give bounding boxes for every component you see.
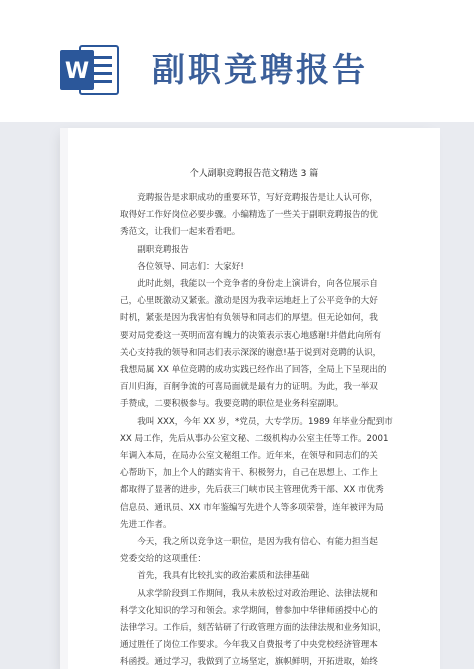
page-title: 副职竞聘报告 (152, 50, 368, 89)
document-line: 先进工作者。 (120, 519, 172, 530)
document-line: 秀范文，让我们一起来看看吧。 (120, 227, 241, 238)
document-line: 要对局党委这一英明而富有魄力的决策表示衷心地感谢!并借此向所有 (120, 330, 382, 341)
document-line: 竞聘报告是求职成功的重要环节，写好竞聘报告是让人认可你， (120, 193, 378, 203)
document-line: XX 局工作，先后从事办公室文秘、二级机构办公室主任等工作。2001 (120, 433, 389, 444)
document-line: 副职竞聘报告 (120, 244, 189, 255)
document-line: 取得好工作好岗位必要步骤。小编精选了一些关于副职竞聘报告的优 (120, 210, 378, 221)
document-line: 通过胜任了岗位工作要求。今年我又自费报考了中央党校经济管理本 (120, 640, 378, 651)
document-page (68, 128, 440, 669)
document-line: 今天，我之所以竞争这一职位，是因为我有信心、有能力担当起 (120, 537, 378, 547)
document-line: 此时此刻，我能以一个竞争者的身份走上演讲台，向各位展示自 (120, 279, 378, 289)
document-line: 我想局属 XX 单位竞聘的成功实践已经作出了回答，全局上下呈现出的 (120, 365, 387, 375)
document-line: 法律学习。工作后，刻苦钻研了行政管理方面的法律法规和业务知识， (120, 623, 387, 633)
document-line: 从求学阶段到工作期间，我从未放松过对政治理论、法律法规和 (120, 588, 378, 599)
document-line: 我叫 XXX，今年 XX 岁，*党员，大专学历。1989 年毕业分配到市 (120, 416, 393, 427)
document-title: 个人副职竞聘报告范文精选 3 篇 (189, 169, 319, 179)
document-line: 党委交给的这项重任： (120, 554, 206, 565)
document-line: 都取得了显著的进步，先后获三门峡市民主管理优秀干部、XX 市优秀 (120, 485, 384, 496)
document-line: 关心支持我的领导和同志们表示深深的谢意!基于说到对竞聘的认识， (120, 347, 382, 358)
document-line: 科函授。通过学习，我做到了立场坚定，旗帜鲜明，开拓进取，始终 (120, 657, 378, 668)
document-line: 信息员、通讯员、XX 市年鉴编写先进个人等多项荣誉，连年被评为局 (120, 502, 384, 513)
document-line: 手赞成，二要积极参与。我要竞聘的职位是业务科室副职。 (120, 399, 344, 410)
document-line: 各位领导、同志们：大家好! (120, 261, 244, 272)
document-line: 科学文化知识的学习和领会。求学期间，曾参加中华律师函授中心的 (120, 605, 378, 616)
page-header (0, 0, 474, 122)
document-line: 时机，紧张是因为我害怕有负领导和同志们的厚望。但无论如何，我 (120, 313, 378, 324)
word-document-icon (58, 40, 120, 100)
document-line: 年调入本局，在局办公室文秘组工作。近年来，在领导和同志们的关 (120, 451, 378, 461)
document-line: 己，心里既激动又紧张。激动是因为我幸运地赶上了公平竞争的大好 (120, 296, 378, 307)
document-line: 心帮助下，加上个人的踏实肯干、积极努力，自己在思想上、工作上 (120, 468, 378, 479)
word-logo-letter: W (64, 59, 90, 84)
document-line: 百川归海，百舸争流的可喜局面就是最有力的证明。为此，我一举双 (120, 382, 378, 393)
document-line: 首先，我具有比较扎实的政治素质和法律基础 (120, 571, 310, 582)
